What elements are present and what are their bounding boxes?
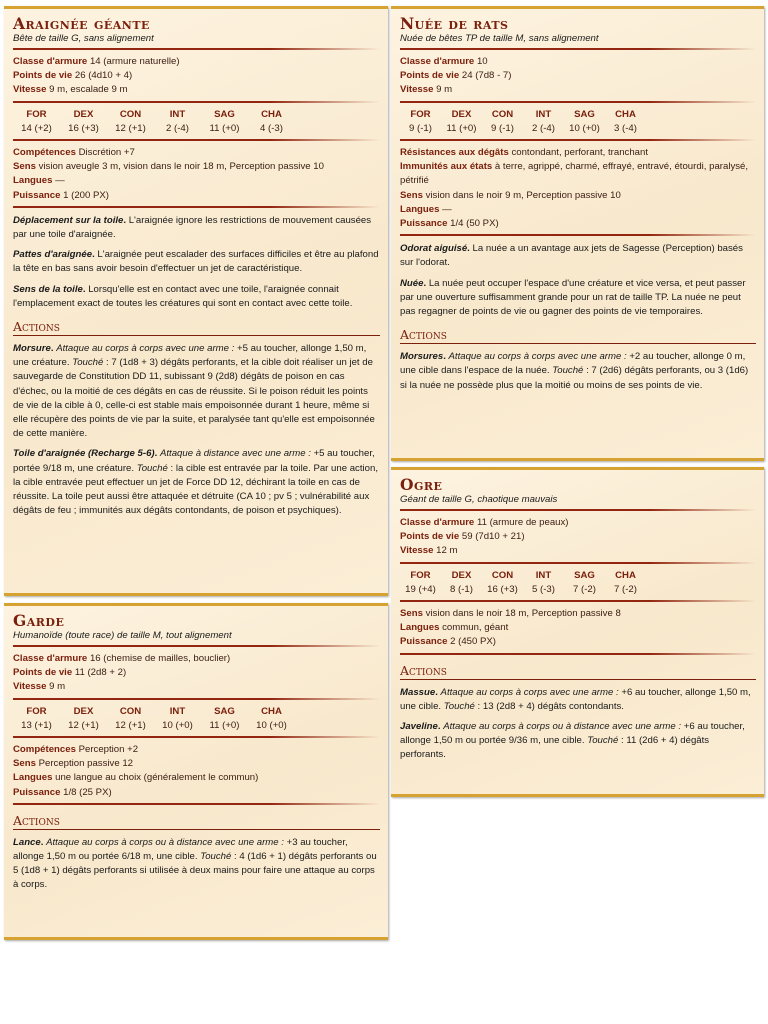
trait-name: Nuée [400,277,424,289]
action: Morsures. Attaque au corps à corps avec une arme : +2 au toucher, allonge 0 m, une cible dans l'espace de la nuée. Touché : 7 (2d6) dégâts perforants, ou 3 (1d6) si la nuée ne possède plus que la moitié ou moins de ses points de vie. [400,351,749,391]
power-line [13,189,380,203]
trait: Odorat aiguisé. La nuée a un avantage aux jets de Sagesse (Perception) basés sur l'odorat. [400,243,743,269]
attack-text: +5 au toucher, allonge 1,50 m, une créature. [13,343,367,369]
action: Lance. Attaque au corps à corps ou à distance avec une arme : +3 au toucher, allonge 1,50 m ou portée 6/18 m, une cible. Touché : 4 (1d6 + 1) dégâts perforants ou 5 (1d8 + 1) dégâts perforants si utilisée à deux mains pour faire une attaque au corps à corps. [13,836,377,891]
condition-immunities-label: Immunités aux états [400,161,493,173]
ability-name: INT [535,108,552,120]
hit-text: : 7 (2d6) dégâts perforants, ou 3 (1d6) si la nuée ne possède plus que la moitié ou moins de ses points de vie. [400,365,749,391]
action: Toile d'araignée (Recharge 5-6). Attaque à distance avec une arme : +5 au toucher, portée 9/18 m, une créature. Touché : la cible est entravée par la toile. Par une action, la cible entravée peut effectuer un jet de Force DD 12, déchirant la toile en cas de réussite. La toile peut aussi être attaquée et détruite (CA 10 ; pv 5 ; vulnérabilité aux dégâts de feu ; immunités aux dégâts contondants, de poison et psychiques). [13,448,378,517]
divider [13,645,380,647]
hit-points-value: 11 (2d8 + 2) [74,667,127,679]
senses-value: vision dans le noir 9 m, Perception passive 10 [425,189,621,201]
divider [13,139,380,141]
ability-dex [441,108,482,136]
attack-type: Attaque au corps à corps ou à distance avec une arme : [443,721,682,733]
ability-scores [13,108,380,136]
ability-name: CON [119,705,142,717]
attack-text: +5 au toucher, portée 9/18 m, une créature. [13,448,375,474]
trait: Pattes d'araignée. L'araignée peut escalader des surfaces difficiles et être au plafond la tête en bas sans avoir besoin d'effectuer un jet de caractéristique. [13,249,379,275]
power-label: Puissance [400,218,448,230]
hit-points-value: 24 (7d8 - 7) [461,70,512,82]
languages-value: — [55,175,65,187]
power-label: Puissance [13,189,61,201]
ability-value: 14 (+2) [21,122,52,134]
ability-value: 3 (-4) [614,122,637,134]
action-name: Morsures [400,351,444,363]
languages-line [400,621,756,635]
hit-label: Touché [72,357,104,369]
monster-type: Géant de taille G, chaotique mauvais [400,494,558,505]
speed-label: Vitesse [400,545,434,557]
condition-immunities-line [400,160,756,188]
attack-text: +6 au toucher, allonge 1,50 m ou portée 9/36 m, une cible. [400,721,745,747]
ability-name: CHA [261,705,282,717]
ability-dex [60,108,107,136]
ability-value: 11 (+0) [209,122,240,134]
skills-value: Perception +2 [78,744,139,756]
hit-points-label: Points de vie [400,70,460,82]
monster-type: Humanoïde (toute race) de taille M, tout alignement [13,630,232,641]
power-line [400,635,756,649]
ability-name: SAG [214,108,235,120]
hit-points-value: 26 (4d10 + 4) [74,70,133,82]
speed-label: Vitesse [13,84,47,96]
ability-int [523,569,564,597]
senses-line [13,160,380,174]
power-value: 1 (200 PX) [63,189,110,201]
ability-value: 11 (+0) [209,719,240,731]
monster-name: Garde [13,611,65,630]
armor-class-line [13,55,380,69]
trait-text: Lorsqu'elle est en contact avec une toile, l'araignée connait l'emplacement exact de toutes les créatures qui sont en contact avec cette toile. [13,283,353,309]
action-name: Toile d'araignée (Recharge 5-6) [13,448,155,460]
ability-con [107,108,154,136]
action-name: Massue [400,686,436,698]
ability-name: CHA [615,569,636,581]
ability-value: 10 (+0) [569,122,600,134]
ability-value: 10 (+0) [162,719,193,731]
hit-label: Touché [443,700,475,712]
ability-cha [605,108,646,136]
power-label: Puissance [400,636,448,648]
hit-text: : 13 (2d8 + 4) dégâts contondants. [477,700,624,712]
action: Massue. Attaque au corps à corps avec une arme : +6 au toucher, allonge 1,50 m, une cible. Touché : 13 (2d8 + 4) dégâts contondants. [400,686,751,712]
languages-value: une langue au choix (généralement le commun) [55,772,259,784]
languages-label: Langues [400,203,440,215]
ability-name: FOR [410,569,431,581]
action-name: Lance [13,836,41,848]
ability-scores [400,569,756,597]
actions-heading: Actions [400,327,756,344]
speed-line [400,83,756,97]
hit-text: : 4 (1d6 + 1) dégâts perforants ou 5 (1d8 + 1) dégâts perforants si utilisée à deux mains pour faire une attaque au corps à corps. [13,851,377,891]
ability-name: FOR [26,108,47,120]
hit-points-line [400,530,756,544]
hit-label: Touché [587,735,619,747]
resistances-line [400,146,756,160]
ability-value: 2 (-4) [532,122,555,134]
ability-value: 19 (+4) [405,583,436,595]
actions-heading: Actions [13,813,380,830]
hit-points-label: Points de vie [400,531,460,543]
ability-scores [13,705,380,733]
divider [13,698,380,700]
armor-class-label: Classe d'armure [13,56,88,67]
trait: Déplacement sur la toile. L'araignée ignore les restrictions de mouvement causées par une toile d'araignée. [13,214,372,241]
divider [400,101,756,103]
ability-value: 5 (-3) [532,583,555,595]
trait-name: Odorat aiguisé [400,243,468,255]
ability-cha [605,569,646,597]
trait-text: La nuée peut occuper l'espace d'une créature et vice versa, et peut passer par une ouverture suffisamment grande pour un rat de taille TP. La nuée ne peut pas regagner de points de vie ou gagner des points de vie temporaires. [400,277,746,318]
ability-sag [564,569,605,597]
skills-label: Compétences [13,744,76,756]
attack-type: Attaque au corps à corps avec une arme : [56,343,235,355]
ability-name: FOR [410,108,431,120]
attack-text: +3 au toucher, allonge 1,50 m ou portée 6/18 m, une cible. [13,836,348,863]
ability-value: 11 (+0) [446,122,477,134]
ability-sag [564,108,605,136]
ability-value: 16 (+3) [487,583,518,595]
skills-line [13,146,380,160]
speed-line [13,83,380,97]
ability-name: INT [169,108,186,120]
ability-for [13,705,60,733]
speed-value: 9 m [49,681,66,693]
hit-text: : 11 (2d6 + 4) dégâts perforants. [400,735,710,761]
ability-con [482,108,523,136]
languages-line [400,203,756,217]
senses-label: Sens [400,189,423,201]
senses-label: Sens [400,608,423,620]
ability-value: 9 (-1) [491,122,514,134]
ability-value: 12 (+1) [115,719,146,731]
ability-name: CON [119,108,142,120]
languages-label: Langues [13,772,53,784]
divider [13,48,380,50]
ability-name: DEX [451,569,472,581]
monster-name: Araignée géante [13,14,150,33]
skills-line [13,743,380,757]
monster-name: Ogre [400,475,443,494]
speed-line [400,544,756,558]
trait-name: Déplacement sur la toile [13,214,124,226]
ability-dex [60,705,107,733]
armor-class-label: Classe d'armure [400,56,475,67]
hit-points-value: 59 (7d10 + 21) [461,531,525,543]
ability-dex [441,569,482,597]
senses-line [400,189,756,203]
monster-type: Nuée de bêtes TP de taille M, sans alignement [400,33,599,44]
power-label: Puissance [13,786,61,798]
speed-label: Vitesse [400,84,434,96]
attack-text: +2 au toucher, allonge 0 m, une cible dans l'espace de la nuée. [400,351,746,377]
languages-line [13,771,380,785]
ability-int [154,108,201,136]
action: Javeline. Attaque au corps à corps ou à distance avec une arme : +6 au toucher, allonge 1,50 m ou portée 9/36 m, une cible. Touché : 11 (2d6 + 4) dégâts perforants. [400,721,745,761]
trait-text: L'araignée ignore les restrictions de mouvement causées par une toile d'araignée. [13,214,372,241]
divider [13,803,380,805]
armor-class-value: 16 (chemise de mailles, bouclier) [89,653,231,664]
trait-text: L'araignée peut escalader des surfaces difficiles et être au plafond la tête en bas sans avoir besoin d'effectuer un jet de caractéristique. [13,249,379,275]
attack-text: +6 au toucher, allonge 1,50 m, une cible. [400,686,751,712]
speed-value: 9 m, escalade 9 m [49,84,128,96]
armor-class-line [400,516,756,530]
hit-points-line [13,666,380,680]
hit-points-label: Points de vie [13,667,73,679]
hit-label: Touché [200,851,232,863]
ability-value: 7 (-2) [614,583,637,595]
monster-type: Bête de taille G, sans alignement [13,33,154,44]
senses-line [13,757,380,771]
divider [400,139,756,141]
ability-sag [201,108,248,136]
ability-value: 9 (-1) [409,122,432,134]
ability-name: CHA [261,108,282,120]
languages-line [13,174,380,188]
monster-name: Nuée de rats [400,14,509,33]
senses-value: vision aveugle 3 m, vision dans le noir 18 m, Perception passive 10 [38,161,324,173]
divider [400,600,756,602]
hit-points-label: Points de vie [13,70,73,82]
armor-class-value: 11 (armure de peaux) [476,517,569,528]
hit-text: : la cible est entravée par la toile. Par une action, la cible entravée peut effectuer un jet de Force DD 12, déchirant la toile en cas de réussite. La toile peut aussi être attaquée et détruite (CA 10 ; pv 5 ; vulnérabilité aux dégâts de feu ; immunités aux dégâts contondants, de poison et psychiques). [13,462,378,517]
ability-value: 12 (+1) [68,719,99,731]
ability-value: 10 (+0) [256,719,287,731]
ability-name: CON [491,569,514,581]
ability-con [107,705,154,733]
condition-immunities-value: à terre, agrippé, charmé, effrayé, entravé, étourdi, paralysé, pétrifié [400,161,749,187]
ability-cha [248,108,295,136]
ability-value: 16 (+3) [68,122,99,134]
ability-value: 2 (-4) [166,122,189,134]
ability-name: CHA [615,108,636,120]
ability-value: 4 (-3) [260,122,283,134]
senses-value: vision dans le noir 18 m, Perception passive 8 [425,608,621,620]
speed-value: 9 m [436,84,453,96]
trait-text: La nuée a un avantage aux jets de Sagesse (Perception) basés sur l'odorat. [400,243,743,269]
divider [13,101,380,103]
divider [400,653,756,655]
ability-scores [400,108,756,136]
ability-name: INT [169,705,186,717]
ability-con [482,569,523,597]
ability-int [523,108,564,136]
speed-value: 12 m [436,545,458,557]
ability-name: DEX [73,108,94,120]
ability-name: FOR [26,705,47,717]
ability-int [154,705,201,733]
senses-line [400,607,756,621]
armor-class-line [400,55,756,69]
power-value: 1/4 (50 PX) [450,218,499,230]
languages-value: commun, géant [442,622,509,634]
skills-value: Discrétion +7 [78,147,135,159]
action: Morsure. Attaque au corps à corps avec une arme : +5 au toucher, allonge 1,50 m, une créature. Touché : 7 (1d8 + 3) dégâts perforants, et la cible doit réaliser un jet de sauvegarde de Constitution DD 11, subissant 9 (2d8) dégâts de poison en cas d'échec, ou la moitié de ces dégâts en cas de réussite. Si le poison réduit les points de vie de la cible à 0, celle-ci est stable mais empoisonnée durant 1 heure, même si elle récupère des points de vie par la suite, et paralysée tant qu'elle est empoisonnée de cette manière. [13,343,375,440]
action-name: Javeline [400,721,438,733]
attack-type: Attaque à distance avec une arme : [159,448,311,460]
power-value: 1/8 (25 PX) [63,786,112,798]
ability-name: SAG [214,705,235,717]
armor-class-line [13,652,380,666]
ability-value: 13 (+1) [21,719,52,731]
ability-value: 7 (-2) [573,583,596,595]
ability-name: DEX [451,108,472,120]
stat-block-araignee-geante [4,6,388,596]
divider [400,562,756,564]
languages-label: Langues [400,622,440,634]
actions-heading: Actions [400,663,756,680]
trait-name: Pattes d'araignée [13,249,93,261]
senses-label: Sens [13,758,36,770]
trait: Sens de la toile. Lorsqu'elle est en contact avec une toile, l'araignée connait l'emplacement exact de toutes les créatures qui sont en contact avec cette toile. [13,283,353,309]
trait: Nuée. La nuée peut occuper l'espace d'une créature et vice versa, et peut passer par une ouverture suffisamment grande pour un rat de taille TP. La nuée ne peut pas regagner de points de vie ou gagner des points de vie temporaires. [400,277,746,318]
hit-label: Touché [136,462,168,474]
divider [400,48,756,50]
ability-name: CON [491,108,514,120]
skills-label: Compétences [13,147,76,159]
stat-block-garde [4,603,388,940]
power-line [400,217,756,231]
ability-cha [248,705,295,733]
ability-name: SAG [574,569,595,581]
trait-name: Sens de la toile [13,283,83,295]
power-value: 2 (450 PX) [450,636,497,648]
armor-class-value: 14 (armure naturelle) [89,56,180,67]
ability-name: INT [535,569,552,581]
hit-points-line [13,69,380,83]
ability-for [13,108,60,136]
speed-line [13,680,380,694]
divider [400,509,756,511]
languages-label: Langues [13,175,53,187]
stat-block-ogre [391,467,764,797]
languages-value: — [442,203,452,215]
hit-points-line [400,69,756,83]
speed-label: Vitesse [13,681,47,693]
ability-value: 8 (-1) [450,583,473,595]
armor-class-label: Classe d'armure [400,517,475,528]
attack-type: Attaque au corps à corps avec une arme : [448,351,627,363]
senses-label: Sens [13,161,36,173]
armor-class-value: 10 [476,56,488,67]
resistances-value: contondant, perforant, tranchant [511,147,649,159]
ability-sag [201,705,248,733]
power-line [13,786,380,800]
resistances-label: Résistances aux dégâts [400,147,509,159]
divider [13,206,380,208]
divider [13,736,380,738]
ability-name: SAG [574,108,595,120]
attack-type: Attaque au corps à corps avec une arme : [440,686,619,698]
ability-value: 12 (+1) [115,122,146,134]
attack-type: Attaque au corps à corps ou à distance avec une arme : [46,836,284,848]
ability-for [400,569,441,597]
ability-for [400,108,441,136]
armor-class-label: Classe d'armure [13,653,88,664]
stat-block-nuee-de-rats [391,6,764,461]
divider [400,234,756,236]
ability-name: DEX [73,705,94,717]
actions-heading: Actions [13,319,380,336]
action-name: Morsure [13,343,51,355]
hit-text: : 7 (1d8 + 3) dégâts perforants, et la cible doit réaliser un jet de sauvegarde de Constitution DD 11, subissant 9 (2d8) dégâts de poison en cas d'échec, ou la moitié de ces dégâts en cas de réussite. Si le poison réduit les points de vie de la cible à 0, celle-ci est stable mais empoisonnée durant 1 heure, même si elle récupère des points de vie par la suite, et paralysée tant qu'elle est empoisonnée de cette manière. [13,357,375,440]
hit-label: Touché [552,365,584,377]
senses-value: Perception passive 12 [38,758,134,770]
